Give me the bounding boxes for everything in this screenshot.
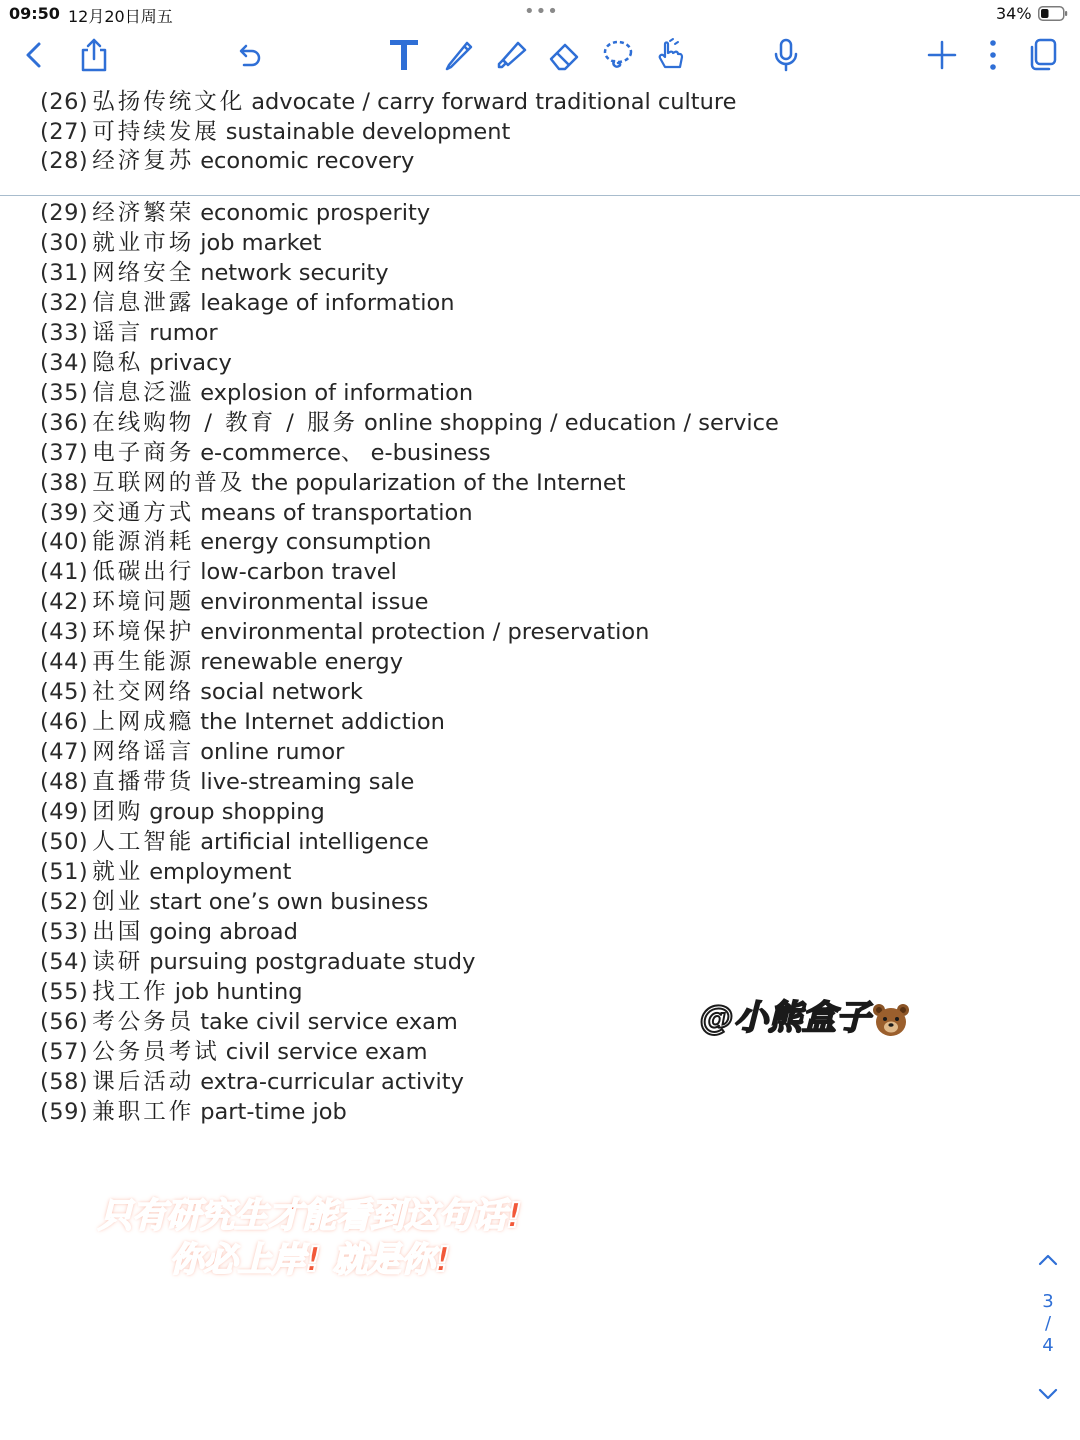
page-indicator	[1028, 1290, 1068, 1356]
vocab-english: leakage of information	[200, 289, 455, 316]
vocab-chinese: 互联网的普及	[92, 469, 246, 496]
watermark	[700, 996, 910, 1040]
vocab-number: (34)	[40, 349, 89, 376]
vocab-number: (57)	[40, 1038, 89, 1065]
vocab-chinese: 环境保护	[92, 619, 195, 646]
vocab-english: job hunting	[174, 978, 303, 1005]
vocab-number: (45)	[40, 679, 89, 706]
more-icon	[988, 39, 998, 71]
vocab-item	[40, 498, 473, 528]
vocab-number: (55)	[40, 978, 89, 1005]
vocab-item	[40, 228, 322, 258]
watermark-text: @小熊盒子	[700, 998, 870, 1038]
highlighter-icon	[494, 37, 530, 73]
chevron-down-icon	[1032, 1382, 1064, 1406]
undo-icon	[234, 41, 264, 69]
vocab-item	[40, 947, 475, 977]
vocab-chinese: 电子商务	[92, 439, 195, 466]
next-page-button[interactable]	[1032, 1382, 1064, 1406]
vocab-number: (37)	[40, 439, 89, 466]
share-button[interactable]	[71, 32, 117, 78]
eraser-tool-button[interactable]	[542, 32, 588, 78]
chevron-up-icon	[1032, 1248, 1064, 1272]
vocab-item	[40, 1037, 428, 1067]
battery-icon	[1038, 6, 1068, 21]
vocab-english: rumor	[149, 319, 218, 346]
vocab-english: going abroad	[149, 918, 298, 945]
vocab-item	[40, 468, 626, 498]
vocab-item	[40, 348, 232, 378]
vocab-english: the Internet addiction	[200, 709, 445, 736]
vocab-english: civil service exam	[225, 1038, 428, 1065]
vocab-chinese: 社交网络	[92, 679, 195, 706]
pages-icon	[1028, 38, 1058, 72]
vocab-english: network security	[200, 259, 389, 286]
undo-button[interactable]	[226, 32, 272, 78]
vocab-english: means of transportation	[200, 499, 473, 526]
lasso-icon	[600, 37, 636, 73]
text-tool-button[interactable]	[381, 32, 427, 78]
page-divider	[0, 195, 1080, 196]
previous-page-button[interactable]	[1032, 1248, 1064, 1272]
vocab-number: (36)	[40, 409, 89, 436]
vocab-item	[40, 1067, 464, 1097]
vocab-chinese: 隐私	[92, 349, 144, 376]
vocab-english: explosion of information	[200, 379, 474, 406]
vocab-item	[40, 288, 454, 318]
share-icon	[78, 38, 110, 72]
microphone-icon	[771, 37, 801, 73]
vocab-item	[40, 737, 344, 767]
vocab-chinese: 信息泛滥	[92, 379, 195, 406]
vocab-item	[40, 1007, 458, 1037]
vocab-item	[40, 677, 363, 707]
vocab-english: e-commerce、 e-business	[200, 439, 491, 466]
pen-icon	[441, 37, 477, 73]
vocab-number: (46)	[40, 709, 89, 736]
vocab-chinese: 兼职工作	[92, 1098, 195, 1125]
eraser-icon	[547, 37, 583, 73]
vocab-item	[40, 857, 291, 887]
vocab-english: advocate / carry forward traditional culture	[251, 89, 737, 115]
vocab-english: live-streaming sale	[200, 769, 415, 796]
vocab-item	[40, 87, 736, 117]
vocab-number: (44)	[40, 649, 89, 676]
vocab-item	[40, 557, 397, 587]
vocab-chinese: 人工智能	[92, 828, 195, 855]
add-page-button[interactable]	[919, 32, 965, 78]
vocab-chinese: 环境问题	[92, 589, 195, 616]
vocab-number: (42)	[40, 589, 89, 616]
multitasking-dots[interactable]: •••	[524, 1, 559, 22]
vocab-number: (54)	[40, 948, 89, 975]
vocab-english: group shopping	[149, 799, 325, 825]
vocab-number: (28)	[40, 148, 89, 174]
slogan-line-1: 只有研究生才能看到这句话!	[98, 1196, 522, 1236]
bear-face-icon	[872, 1002, 910, 1038]
vocab-english: job market	[200, 229, 322, 256]
vocab-item	[40, 318, 218, 348]
vocab-english: environmental protection / preservation	[200, 619, 650, 646]
vocab-number: (52)	[40, 888, 89, 915]
vocab-english: part-time job	[200, 1098, 347, 1125]
toolbar	[0, 28, 1080, 86]
vocab-chinese: 就业市场	[92, 229, 195, 256]
vocab-chinese: 弘扬传统文化	[92, 89, 246, 115]
lasso-tool-button[interactable]	[595, 32, 641, 78]
vocab-chinese: 经济繁荣	[92, 200, 195, 226]
vocab-number: (53)	[40, 918, 89, 945]
vocab-chinese: 就业	[92, 858, 144, 885]
vocab-number: (39)	[40, 499, 89, 526]
hand-pointer-icon	[651, 37, 687, 73]
vocab-item	[40, 707, 445, 737]
vocab-number: (32)	[40, 289, 89, 316]
vocab-english: artificial intelligence	[200, 828, 429, 855]
vocab-item	[40, 977, 303, 1007]
vocab-english: start one’s own business	[149, 888, 429, 915]
vocab-number: (58)	[40, 1068, 89, 1095]
vocab-english: online shopping / education / service	[363, 409, 779, 436]
pages-button[interactable]	[1020, 32, 1066, 78]
status-time: 09:50	[9, 4, 60, 23]
vocab-english: low-carbon travel	[200, 559, 397, 586]
vocab-number: (26)	[40, 89, 89, 115]
vocab-chinese: 上网成瘾	[92, 709, 195, 736]
vocab-number: (29)	[40, 200, 89, 226]
vocab-chinese: 课后活动	[92, 1068, 195, 1095]
status-bar	[0, 0, 1080, 28]
vocab-item	[40, 198, 430, 228]
vocab-chinese: 团购	[92, 799, 144, 825]
back-button[interactable]	[12, 32, 58, 78]
vocab-item	[40, 827, 429, 857]
vocab-number: (38)	[40, 469, 89, 496]
total-page-count: 4	[1042, 1335, 1054, 1356]
vocab-number: (35)	[40, 379, 89, 406]
vocab-number: (33)	[40, 319, 89, 346]
vocab-chinese: 经济复苏	[92, 148, 195, 174]
vocab-number: (48)	[40, 769, 89, 796]
vocab-chinese: 读研	[92, 948, 144, 975]
vocab-item	[40, 887, 428, 917]
vocab-number: (27)	[40, 118, 89, 145]
vocab-english: pursuing postgraduate study	[149, 948, 476, 975]
vocab-chinese: 出国	[92, 918, 144, 945]
vocab-chinese: 考公务员	[92, 1008, 195, 1035]
vocab-english: the popularization of the Internet	[251, 469, 626, 496]
vocab-chinese: 能源消耗	[92, 529, 195, 556]
vocab-number: (31)	[40, 259, 89, 286]
vocab-english: energy consumption	[200, 529, 432, 556]
vocab-item	[40, 117, 510, 147]
vocab-chinese: 网络谣言	[92, 739, 195, 766]
vocab-item	[40, 258, 389, 288]
vocab-chinese: 创业	[92, 888, 144, 915]
pointer-tool-button[interactable]	[646, 32, 692, 78]
vocab-item	[40, 767, 414, 797]
vocab-chinese: 公务员考试	[92, 1038, 220, 1065]
vocab-item	[40, 438, 491, 468]
vocab-item	[40, 797, 325, 827]
highlighter-tool-button[interactable]	[489, 32, 535, 78]
vocab-item	[40, 378, 473, 408]
vocab-item	[40, 527, 431, 557]
vocab-item	[40, 587, 429, 617]
page-separator: /	[1044, 1313, 1052, 1334]
vocab-chinese: 网络安全	[92, 259, 195, 286]
vocab-number: (30)	[40, 229, 89, 256]
pen-tool-button[interactable]	[436, 32, 482, 78]
vocab-english: privacy	[149, 349, 232, 376]
vocab-english: take civil service exam	[200, 1008, 458, 1035]
more-options-button[interactable]	[970, 32, 1016, 78]
slogan-line-2: 你必上岸! 就是你!	[169, 1240, 451, 1280]
vocab-number: (47)	[40, 739, 89, 766]
vocab-chinese: 交通方式	[92, 499, 195, 526]
text-tool-icon	[387, 37, 421, 73]
vocab-number: (41)	[40, 559, 89, 586]
current-page-number: 3	[1042, 1291, 1054, 1312]
vocab-english: extra-curricular activity	[200, 1068, 464, 1095]
vocab-item	[40, 647, 403, 677]
vocab-item	[40, 408, 779, 438]
vocab-chinese: 在线购物 / 教育 / 服务	[92, 409, 358, 436]
vocab-number: (56)	[40, 1008, 89, 1035]
vocab-english: social network	[200, 679, 363, 706]
vocab-number: (51)	[40, 858, 89, 885]
vocab-chinese: 信息泄露	[92, 289, 195, 316]
vocab-chinese: 再生能源	[92, 649, 195, 676]
back-icon	[22, 40, 48, 70]
vocab-item	[40, 617, 649, 647]
document-page[interactable]	[0, 86, 1080, 1440]
vocab-number: (50)	[40, 828, 89, 855]
vocab-english: economic recovery	[200, 148, 415, 174]
vocab-number: (43)	[40, 619, 89, 646]
microphone-button[interactable]	[763, 32, 809, 78]
vocab-item	[40, 146, 414, 176]
vocab-chinese: 谣言	[92, 319, 144, 346]
status-date: 12月20日周五	[68, 7, 173, 26]
vocab-english: economic prosperity	[200, 200, 431, 226]
vocab-chinese: 低碳出行	[92, 559, 195, 586]
vocab-english: sustainable development	[225, 118, 511, 145]
vocab-number: (49)	[40, 799, 89, 825]
battery-percentage: 34%	[996, 4, 1032, 23]
vocab-english: renewable energy	[200, 649, 404, 676]
vocab-english: employment	[149, 858, 292, 885]
vocab-number: (59)	[40, 1098, 89, 1125]
vocab-chinese: 可持续发展	[92, 118, 220, 145]
vocab-item	[40, 917, 298, 947]
vocab-number: (40)	[40, 529, 89, 556]
vocab-chinese: 找工作	[92, 978, 169, 1005]
vocab-chinese: 直播带货	[92, 769, 195, 796]
vocab-item	[40, 1097, 347, 1127]
vocab-english: online rumor	[200, 739, 345, 766]
vocab-english: environmental issue	[200, 589, 429, 616]
add-icon	[927, 40, 957, 70]
